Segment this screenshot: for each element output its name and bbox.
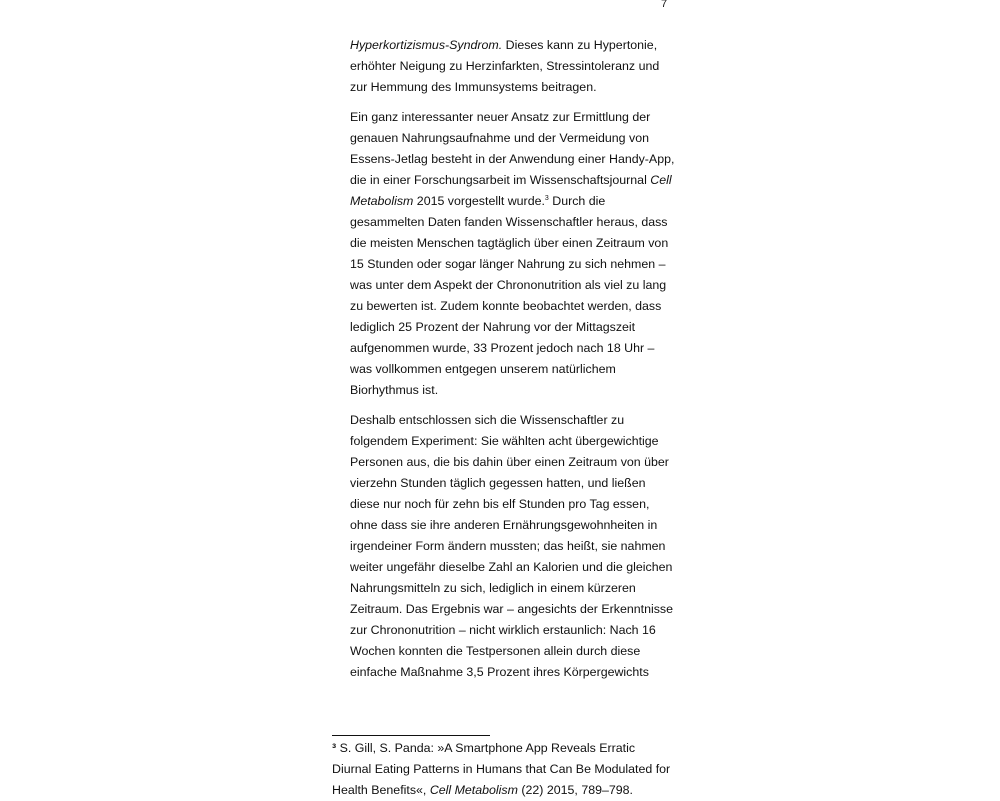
text-line: zur Hemmung des Immunsystems beitragen. <box>350 80 597 94</box>
text-line <box>350 35 680 56</box>
line-text: 2015 vorgestellt wurde. <box>413 194 545 208</box>
text-line: einfache Maßnahme 3,5 Prozent ihres Körpergewichts <box>350 665 649 679</box>
paragraph-3 <box>350 410 680 683</box>
text-line: was unter dem Aspekt der Chrononutrition als viel zu lang <box>350 278 667 292</box>
footnote-reference[interactable]: 3 <box>544 195 549 202</box>
journal-name-italic: Cell <box>650 173 672 187</box>
text-line: Deshalb entschlossen sich die Wissenschaftler zu <box>350 413 625 427</box>
text-line: aufgenommen wurde, 33 Prozent jedoch nach 18 Uhr – <box>350 341 655 355</box>
text-line: Ein ganz interessanter neuer Ansatz zur Ermittlung der <box>350 110 651 124</box>
text-line: Biorhythmus ist. <box>350 383 439 397</box>
text-line: weiter ungefähr dieselbe Zahl an Kalorien und die gleichen <box>350 560 673 574</box>
text-line: zur Chrononutrition – nicht wirklich erstaunlich: Nach 16 <box>350 623 656 637</box>
line-text: Durch die <box>548 194 606 208</box>
text-line: Nahrungsmitteln zu sich, lediglich in einem kürzeren <box>350 581 636 595</box>
text-line: folgendem Experiment: Sie wählten acht übergewichtige <box>350 434 659 448</box>
footnote-marker: ³ <box>332 741 337 755</box>
journal-name-italic: Cell Metabolism <box>429 783 518 797</box>
text-line <box>350 170 680 191</box>
line-text: Dieses kann zu Hypertonie, <box>502 38 658 52</box>
text-line: vierzehn Stunden täglich gegessen hatten, und ließen <box>350 476 646 490</box>
text-line: Wochen konnten die Testpersonen allein durch diese <box>350 644 641 658</box>
journal-name-italic: Metabolism <box>350 194 414 208</box>
footnote <box>332 738 692 801</box>
paragraph-2 <box>350 107 680 401</box>
footnote-divider <box>332 735 490 736</box>
footnote-text: S. Gill, S. Panda: »A Smartphone App Reveals Erratic <box>336 741 636 755</box>
text-line: ohne dass sie ihre anderen Ernährungsgewohnheiten in <box>350 518 658 532</box>
text-line: Personen aus, die bis dahin über einen Zeitraum von über <box>350 455 669 469</box>
text-line: Zeitraum. Das Ergebnis war – angesichts der Erkenntnisse <box>350 602 673 616</box>
text-line: diese nur noch für zehn bis elf Stunden pro Tag essen, <box>350 497 650 511</box>
text-line: 15 Stunden oder sogar länger Nahrung zu sich nehmen – <box>350 257 666 271</box>
text-line <box>350 191 680 212</box>
body-text <box>350 35 680 683</box>
footnote-text: Health Benefits«, <box>332 783 430 797</box>
text-line: was vollkommen entgegen unserem natürlichem <box>350 362 616 376</box>
text-line: erhöhter Neigung zu Herzinfarkten, Stressintoleranz und <box>350 59 660 73</box>
footnote-line: Diurnal Eating Patterns in Humans that Can Be Modulated for <box>332 762 671 776</box>
footnote-text: (22) 2015, 789–798. <box>517 783 634 797</box>
footnote-line <box>332 780 692 801</box>
text-line: irgendeiner Form ändern mussten; das heißt, sie nahmen <box>350 539 666 553</box>
text-line: Essens-Jetlag besteht in der Anwendung einer Handy-App, <box>350 152 675 166</box>
text-line: die meisten Menschen tagtäglich über einen Zeitraum von <box>350 236 669 250</box>
text-line: lediglich 25 Prozent der Nahrung vor der Mittagszeit <box>350 320 636 334</box>
paragraph-1 <box>350 35 680 98</box>
page-number: 7 <box>661 0 668 10</box>
text-line: genauen Nahrungsaufnahme und der Vermeidung von <box>350 131 649 145</box>
text-line: gesammelten Daten fanden Wissenschaftler heraus, dass <box>350 215 668 229</box>
italic-term: Hyperkortizismus-Syndrom. <box>350 38 503 52</box>
line-text: die in einer Forschungsarbeit im Wissenschaftsjournal <box>350 173 651 187</box>
footnote-line <box>332 738 692 759</box>
text-line: zu bewerten ist. Zudem konnte beobachtet werden, dass <box>350 299 662 313</box>
